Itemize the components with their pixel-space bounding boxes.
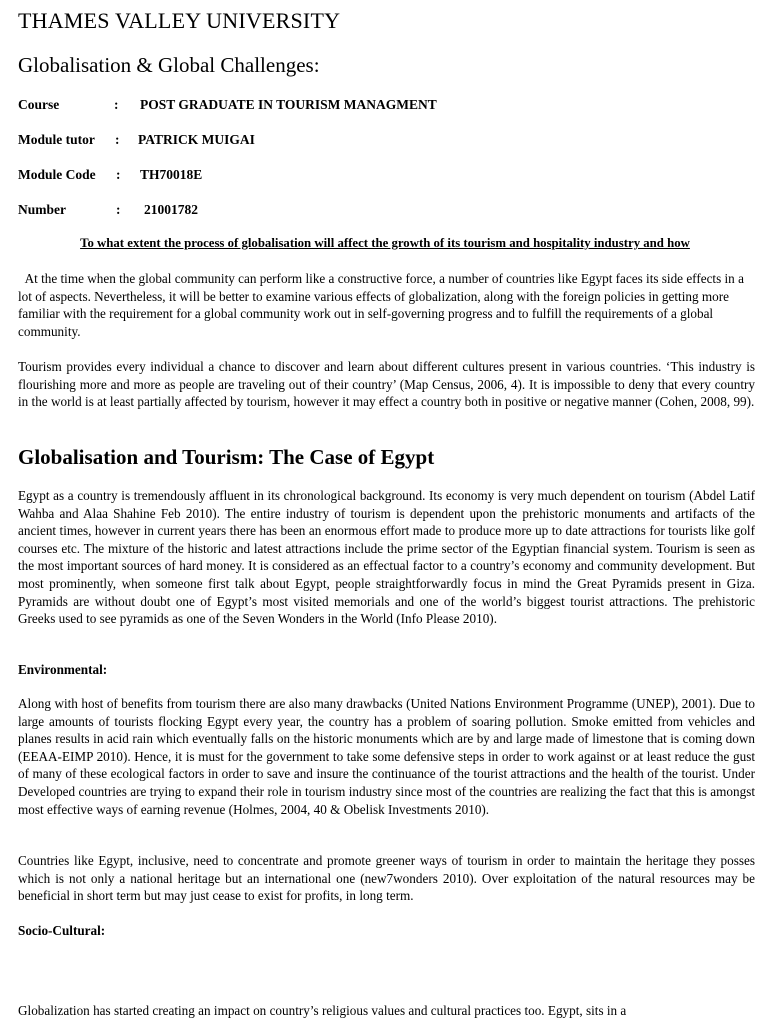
essay-question: To what extent the process of globalisation will affect the growth of its tourism and hospitality industry and how [80,236,690,250]
socio-cultural-paragraph-1: Globalization has started creating an impact on country’s religious values and cultural practices too. Egypt, sits in a [18,1003,627,1018]
section-heading: Globalisation and Tourism: The Case of Egypt [18,445,435,469]
code-value: TH70018E [140,167,203,182]
number-separator: : [116,202,121,217]
module-title: Globalisation & Global Challenges: [18,53,320,77]
socio-cultural-heading: Socio-Cultural: [18,923,106,938]
intro-paragraph-1: At the time when the global community can perform like a constructive force, a number of countries like Egypt faces its side effects in a lot of aspects. Nevertheless, it will be better to examine various effects of globalization, along with the foreign policies in getting more familiar with the requirement for a global community work out in self-governing progress and to fulfill the requirements of a global community. [18,271,744,339]
tutor-separator: : [115,132,120,147]
code-label: Module Code [18,167,96,182]
number-label: Number [18,202,66,217]
course-separator: : [114,97,119,112]
environmental-heading: Environmental: [18,662,108,677]
environmental-paragraph-2: Countries like Egypt, inclusive, need to concentrate and promote greener ways of tourism in order to maintain the heritage they posses which is not only a national heritage but an international one (new7wonders 2010). Over exploitation of the natural resources may be beneficial in short term but may just cease to exist for profits, in long term. [18,853,755,904]
section-paragraph-1: Egypt as a country is tremendously affluent in its chronological background. Its economy is very much dependent on tourism (Abdel Latif Wahba and Alaa Shahine Feb 2010). The entire industry of tourism is dependent upon the prehistoric monuments and artifacts of the ancient times, however in current years there has been an enormous effort made to produce more up to date attractions for tourists like golf courses etc. The mixture of the historic and latest attractions include the prime sector of the Egyptian financial system. Tourism is seen as the most important sources of hard money. It is considered as an effectual factor to a country’s economy and community development. But most prominently, when someone first talk about Egypt, people straightforwardly focus in mind the Great Pyramids present in Giza. Pyramids are without doubt one of Egypt’s most visited memorials and one of the world’s biggest tourist attractions. The prehistoric Greeks used to see pyramids as one of the Seven Wonders in the World (Info Please 2010). [18,488,755,627]
code-separator: : [116,167,121,182]
university-name: THAMES VALLEY UNIVERSITY [18,8,341,33]
course-label: Course [18,97,60,112]
number-value: 21001782 [144,202,198,217]
course-value: POST GRADUATE IN TOURISM MANAGMENT [140,97,437,112]
intro-paragraph-2: Tourism provides every individual a chance to discover and learn about different cultures present in various countries. ‘This industry is flourishing more and more as people are traveling out of their country’ (Map Census, 2006, 4). It is impossible to deny that every country in the world is at least partially affected by tourism, however it may effect a country both in positive or negative manner (Cohen, 2008, 99). [18,359,755,410]
tutor-value: PATRICK MUIGAI [138,132,255,147]
tutor-label: Module tutor [18,132,95,147]
environmental-paragraph-1: Along with host of benefits from tourism there are also many drawbacks (United Nations Environment Programme (UNEP), 2001). Due to large amounts of tourists flocking Egypt every year, the country has a problem of soaring pollution. Smoke emitted from vehicles and planes results in acid rain which eventually falls on the historic monuments which are by and large made of limestone that is coming down (EEAA-EIMP 2010). Hence, it is must for the government to take some defensive steps in order to work against or at least reduce the gust of many of these ecological factors in order to save and insure the continuance of the tourist attractions and the health of the tourist. Under Developed countries are trying to expand their role in tourism industry since most of the countries are realizing the fact that this is amongst most effective ways of earning revenue (Holmes, 2004, 40 & Obelisk Investments 2010). [18,696,755,817]
